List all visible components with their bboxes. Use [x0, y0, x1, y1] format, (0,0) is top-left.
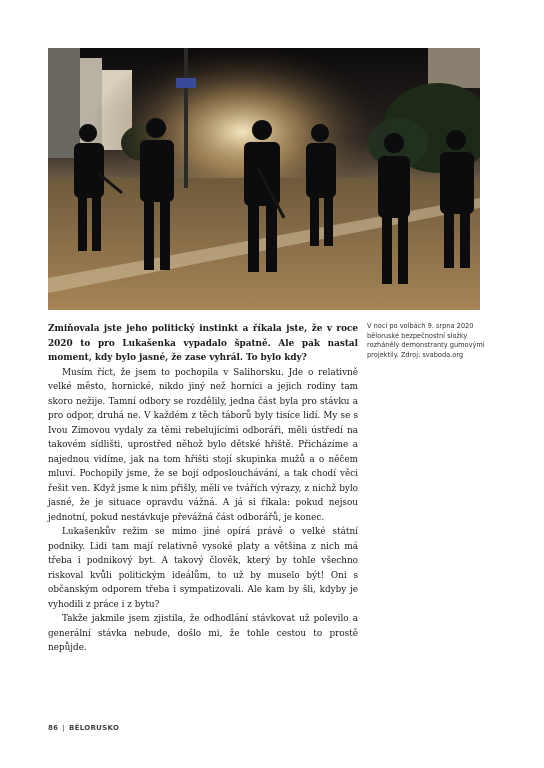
photo-caption: V noci po volbách 9. srpna 2020 běloruské bezpečnostní složky rozháněly demonstranty gumovými projektily. Zdroj: svaboda.org [367, 322, 485, 359]
answer-paragraph: Lukašenkův režim se mimo jiné opírá právě o velké státní podniky. Lidi tam mají relativně vysoké platy a většina z nich má třeba i podnikový byt. A takový člověk, který by tohle všechno riskoval kvůli politickým ideálům, to už by muselo být! Oni s občanským odporem třeba i sympatizovali. Ale kam by šli, kdyby je vyhodili z práce i z bytu? [48, 527, 358, 610]
page-footer [48, 724, 119, 732]
page-number: 86 [48, 724, 59, 732]
riot-police-photo [48, 48, 480, 310]
answer-paragraph: Musím říct, že jsem to pochopila v Salihorsku. Jde o relativně velké město, hornické, nikdo jiný než horníci a jejich rodiny tam skoro nežije. Tamní odbory se rozdělily, jedna část byla pro stávku a pro odpor, druhá ne. V každém z těch táborů byly tisíce lidí. My se s Ivou Zimovou vydaly za těmi rebelujícími odboráři, měli ústředí na takovém sídlišti, uprostřed něhož bylo dětské hřiště. Přicházíme a najednou vidíme, jak na tom hřišti stojí skupinka mužů a o něčem mluví. Pochopily jsme, že se bojí odposlouchávání, a tak chodí věci řešit ven. Když jsme k nim přišly, měli ve tvářích výrazy, z nichž bylo jasné, že je situace opravdu vážná. A já si říkala: pokud nejsou jednotní, pokud nestávkuje převážná část odborářů, je konec. [48, 367, 358, 523]
interview-question: Zmiňovala jste jeho politický instinkt a říkala jste, že v roce 2020 to pro Lukašenka vypadalo špatně. Ale pak nastal moment, kdy bylo jasné, že zase vyhrál. To bylo kdy? [48, 324, 358, 363]
photo-illustration [48, 48, 480, 310]
footer-separator: | [62, 724, 66, 732]
article-body [48, 322, 358, 656]
answer-paragraph: Takže jakmile jsem zjistila, že odhodlání stávkovat už polevilo a generální stávka nebude, došlo mi, že tohle cestou to prostě nepůjde. [48, 614, 358, 653]
section-title: BĚLORUSKO [69, 724, 120, 732]
